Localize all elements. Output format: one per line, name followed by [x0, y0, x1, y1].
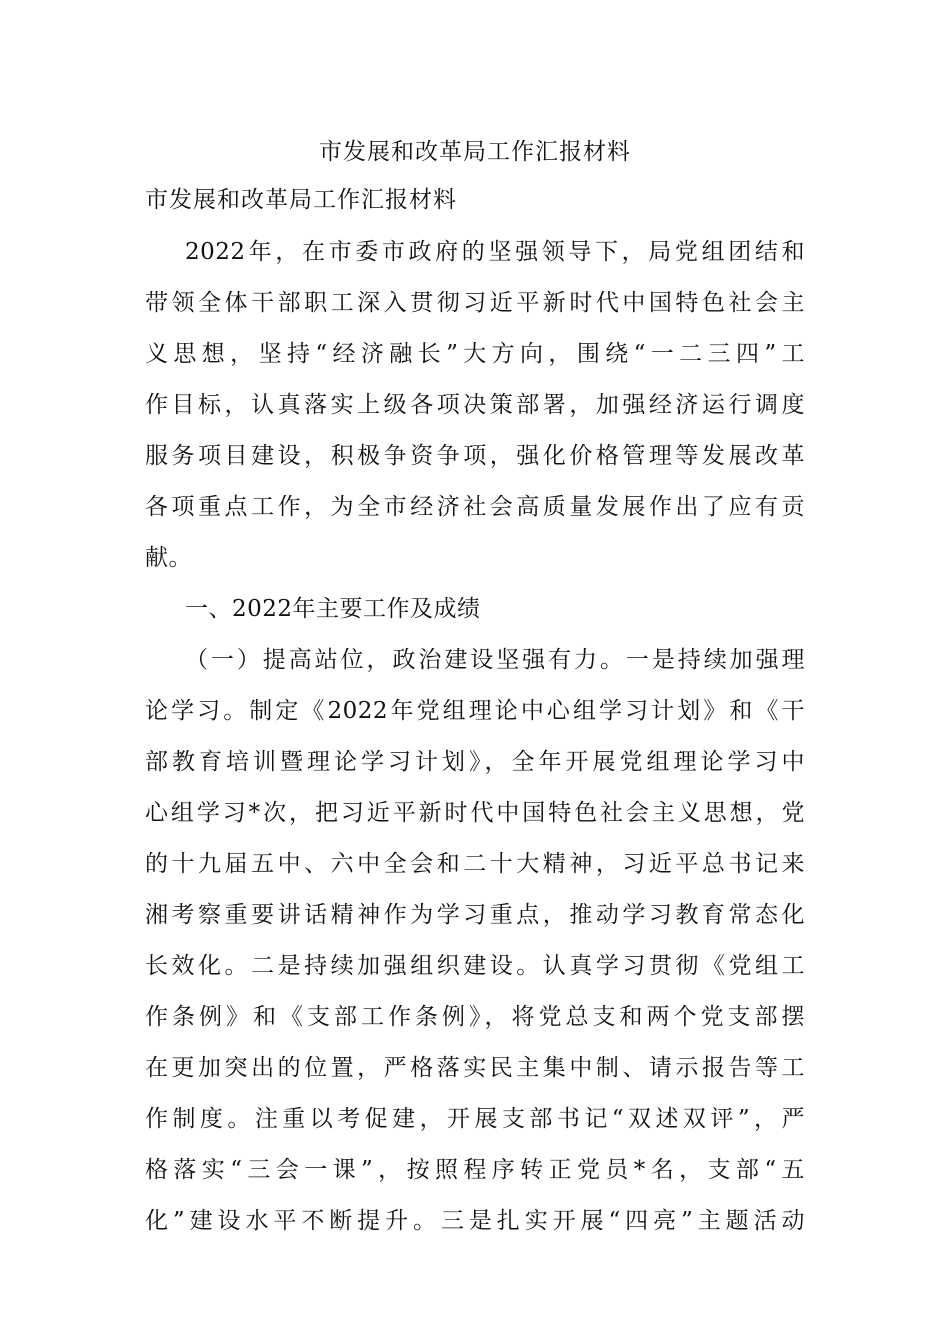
paragraph-line: 作条例》和《支部工作条例》，将党总支和两个党支部摆 [145, 1004, 805, 1030]
document-subtitle: 市发展和改革局工作汇报材料 [145, 187, 457, 213]
paragraph-line: 化”建设水平不断提升。三是扎实开展“四亮”主题活动 [145, 1208, 805, 1234]
paragraph-line: 作制度。注重以考促建，开展支部书记“双述双评”，严 [145, 1106, 805, 1132]
paragraph-line: 心组学习*次，把习近平新时代中国特色社会主义思想，党 [145, 800, 805, 826]
paragraph-line: 2022年，在市委市政府的坚强领导下，局党组团结和 [185, 239, 805, 265]
paragraph-line: 格落实“三会一课”，按照程序转正党员*名，支部“五 [145, 1157, 805, 1183]
paragraph-line: 各项重点工作，为全市经济社会高质量发展作出了应有贡 [145, 494, 805, 520]
paragraph-line: 带领全体干部职工深入贯彻习近平新时代中国特色社会主 [145, 290, 805, 316]
paragraph-line: 献。 [145, 545, 192, 571]
paragraph-line: 长效化。二是持续加强组织建设。认真学习贯彻《党组工 [145, 953, 805, 979]
paragraph-line: 在更加突出的位置，严格落实民主集中制、请示报告等工 [145, 1055, 805, 1081]
paragraph-line: 作目标，认真落实上级各项决策部署，加强经济运行调度 [145, 392, 805, 418]
paragraph-line: 部教育培训暨理论学习计划》，全年开展党组理论学习中 [145, 749, 805, 775]
document-body [145, 232, 805, 1252]
paragraph-line: 湘考察重要讲话精神作为学习重点，推动学习教育常态化 [145, 902, 805, 928]
paragraph-line: （一）提高站位，政治建设坚强有力。一是持续加强理 [185, 647, 805, 673]
paragraph-line: 服务项目建设，积极争资争项，强化价格管理等发展改革 [145, 443, 805, 469]
paragraph-line: 的十九届五中、六中全会和二十大精神，习近平总书记来 [145, 851, 805, 877]
section-heading: 一、2022年主要工作及成绩 [185, 596, 481, 622]
paragraph-line: 论学习。制定《2022年党组理论中心组学习计划》和《干 [145, 698, 805, 724]
document-title: 市发展和改革局工作汇报材料 [319, 139, 631, 165]
paragraph-line: 义思想，坚持“经济融长”大方向，围绕“一二三四”工 [145, 341, 805, 367]
